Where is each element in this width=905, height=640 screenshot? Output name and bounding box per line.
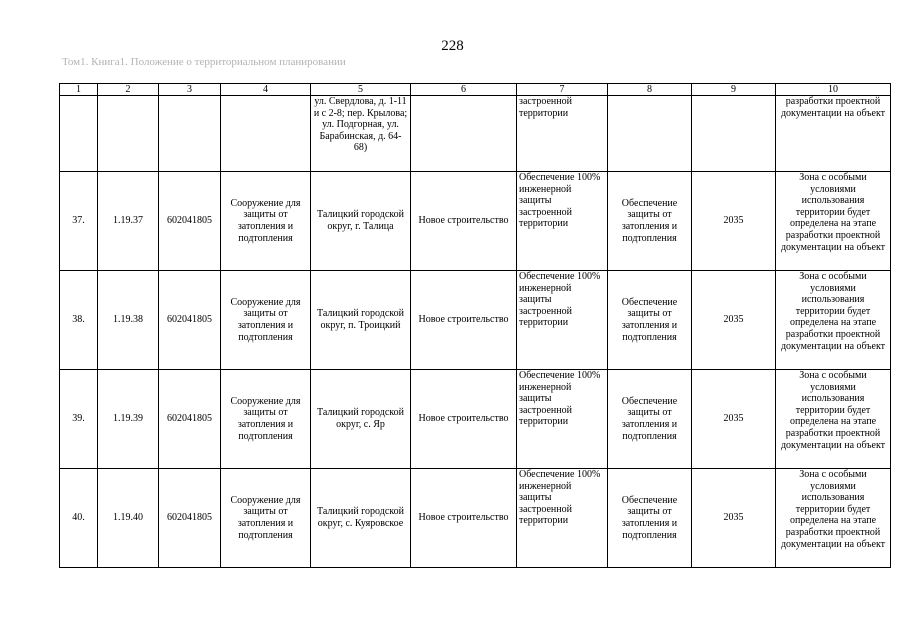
row-code-cell: 1.19.40 <box>98 469 159 568</box>
row-code-cell: 1.19.37 <box>98 172 159 271</box>
continuation-cell <box>411 96 517 172</box>
row-number-cell: 40. <box>60 469 98 568</box>
row-type-cell: Новое строительство <box>411 271 517 370</box>
column-header: 10 <box>776 84 891 96</box>
continuation-cell <box>159 96 221 172</box>
continuation-address-cell: ул. Свердлова, д. 1-11 и с 2-8; пер. Крылова; ул. Подгорная, ул. Барабинская, д. 64-68) <box>311 96 411 172</box>
row-purpose-cell: Обеспечение 100% инженерной защиты застроенной территории <box>517 469 608 568</box>
row-year-cell: 2035 <box>692 469 776 568</box>
row-characteristics-cell: Обеспечение защиты от затопления и подтопления <box>608 370 692 469</box>
row-zone-cell: Зона с особыми условиями использования территории будет определена на этапе разработки проектной документации на объект <box>776 469 891 568</box>
page-number: 228 <box>441 38 464 54</box>
row-year-cell: 2035 <box>692 370 776 469</box>
row-characteristics-cell: Обеспечение защиты от затопления и подтопления <box>608 172 692 271</box>
continuation-row <box>60 96 891 172</box>
row-code-cell: 1.19.39 <box>98 370 159 469</box>
column-number-row <box>60 84 891 96</box>
territorial-planning-table <box>59 83 891 568</box>
row-location-cell: Талицкий городской округ, п. Троицкий <box>311 271 411 370</box>
row-id-cell: 602041805 <box>159 469 221 568</box>
table-row <box>60 469 891 568</box>
continuation-cell <box>692 96 776 172</box>
row-type-cell: Новое строительство <box>411 172 517 271</box>
row-year-cell: 2035 <box>692 172 776 271</box>
continuation-purpose-cell: застроенной территории <box>517 96 608 172</box>
column-header: 6 <box>411 84 517 96</box>
column-header: 1 <box>60 84 98 96</box>
continuation-cell <box>98 96 159 172</box>
column-header: 8 <box>608 84 692 96</box>
column-header: 5 <box>311 84 411 96</box>
row-id-cell: 602041805 <box>159 271 221 370</box>
table-row <box>60 370 891 469</box>
row-location-cell: Талицкий городской округ, с. Яр <box>311 370 411 469</box>
row-type-cell: Новое строительство <box>411 469 517 568</box>
column-header: 4 <box>221 84 311 96</box>
row-object-cell: Сооружение для защиты от затопления и подтопления <box>221 172 311 271</box>
running-header: Том1. Книга1. Положение о территориальном планировании <box>62 56 346 68</box>
row-location-cell: Талицкий городской округ, с. Куяровское <box>311 469 411 568</box>
row-object-cell: Сооружение для защиты от затопления и подтопления <box>221 271 311 370</box>
row-object-cell: Сооружение для защиты от затопления и подтопления <box>221 469 311 568</box>
continuation-cell <box>221 96 311 172</box>
row-number-cell: 39. <box>60 370 98 469</box>
row-code-cell: 1.19.38 <box>98 271 159 370</box>
column-header: 2 <box>98 84 159 96</box>
column-header: 3 <box>159 84 221 96</box>
continuation-cell <box>608 96 692 172</box>
row-purpose-cell: Обеспечение 100% инженерной защиты застроенной территории <box>517 172 608 271</box>
continuation-cell <box>60 96 98 172</box>
table-row <box>60 172 891 271</box>
row-zone-cell: Зона с особыми условиями использования территории будет определена на этапе разработки проектной документации на объект <box>776 370 891 469</box>
table-row <box>60 271 891 370</box>
row-purpose-cell: Обеспечение 100% инженерной защиты застроенной территории <box>517 271 608 370</box>
row-location-cell: Талицкий городской округ, г. Талица <box>311 172 411 271</box>
row-purpose-cell: Обеспечение 100% инженерной защиты застроенной территории <box>517 370 608 469</box>
row-number-cell: 37. <box>60 172 98 271</box>
row-id-cell: 602041805 <box>159 172 221 271</box>
row-year-cell: 2035 <box>692 271 776 370</box>
row-zone-cell: Зона с особыми условиями использования территории будет определена на этапе разработки проектной документации на объект <box>776 172 891 271</box>
row-zone-cell: Зона с особыми условиями использования территории будет определена на этапе разработки проектной документации на объект <box>776 271 891 370</box>
row-characteristics-cell: Обеспечение защиты от затопления и подтопления <box>608 271 692 370</box>
row-id-cell: 602041805 <box>159 370 221 469</box>
row-number-cell: 38. <box>60 271 98 370</box>
row-characteristics-cell: Обеспечение защиты от затопления и подтопления <box>608 469 692 568</box>
row-type-cell: Новое строительство <box>411 370 517 469</box>
row-object-cell: Сооружение для защиты от затопления и подтопления <box>221 370 311 469</box>
column-header: 7 <box>517 84 608 96</box>
column-header: 9 <box>692 84 776 96</box>
continuation-zone-cell: разработки проектной документации на объект <box>776 96 891 172</box>
